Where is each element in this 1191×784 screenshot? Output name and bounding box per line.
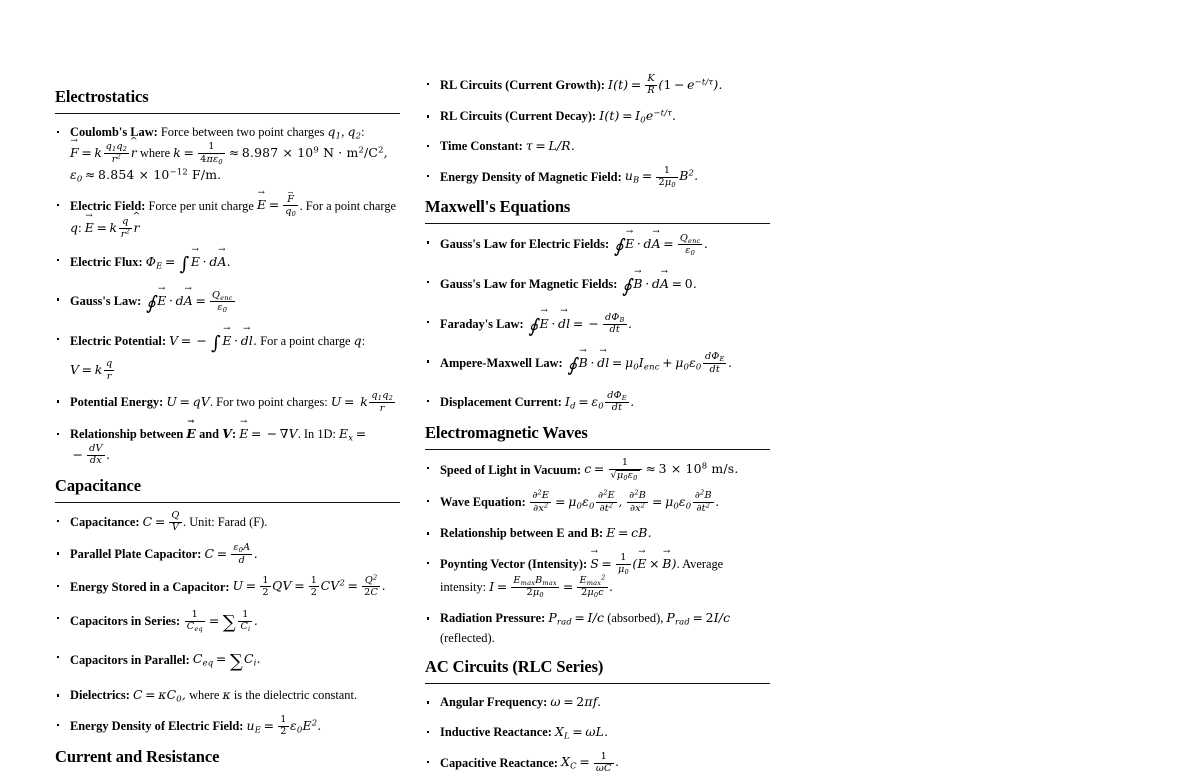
section-divider: [55, 113, 400, 114]
item-label: Time Constant:: [440, 138, 523, 153]
list-item: Time Constant: τ = L/R.: [425, 136, 770, 156]
list-item: Electric Potential: V = − ∫ E → · dl →. For a point charge q: V = k $\frac{q}{r}$: [55, 329, 400, 382]
list-item: Electric Field: Force per unit charge E → = $\frac{F \to}{q_0}$ . For a point charge q: E → = k $\frac{q}{r^2}$ r ^: [55, 195, 400, 241]
list-item: Energy Density of Electric Field: $u_E$ = $\frac{1}{2}$ $\varepsilon_0E^2$.: [55, 715, 400, 738]
item-label: Wave Equation:: [440, 494, 526, 509]
item-label: Electric Potential:: [70, 333, 166, 348]
section-heading-electrostatics: Electrostatics: [55, 87, 149, 106]
section-divider: [425, 223, 770, 224]
list-item: Ampere-Maxwell Law: ∮ B → · dl → = $\mu_0I_{enc} + \mu_0\varepsilon_0$ $d\Phi_E$ dt .: [425, 351, 770, 381]
item-label: Energy Density of Magnetic Field:: [440, 169, 622, 184]
list-item: Angular Frequency: ω = 2πf.: [425, 692, 770, 712]
item-label: Coulomb's Law:: [70, 124, 158, 139]
section-heading-capacitance: Capacitance: [55, 475, 141, 495]
right-column: [425, 74, 770, 784]
list-item: Gauss's Law: ∮ E → · dA → = $Q_{enc}$ $\varepsilon_0$: [55, 289, 400, 319]
list-item: Capacitive Reactance: $X_C$ = $\frac{1}{\omega C}$ .: [425, 752, 770, 775]
electrostatics-item-list: [55, 122, 400, 467]
item-label: Capacitors in Parallel:: [70, 652, 190, 667]
list-item: Poynting Vector (Intensity): S → = $\frac{1}{\mu_0}$ (E → × B →). Average intensity: I = $E_{max}B_{max}$ $2\mu_0$ = $E_{max}^2$ $2\mu_0c$ .: [425, 553, 770, 599]
list-item: Radiation Pressure: $P_{rad} = I/c$ (absorbed), $P_{rad} = 2I/c$ (reflected).: [425, 608, 770, 648]
section-heading-maxwells-equations: Maxwell's Equations: [425, 197, 571, 217]
list-item: Relationship between E → and V: E → = − ∇V. In 1D: $E_x$ = − $\frac{dV}{dx}$ .: [55, 424, 400, 467]
list-item: Parallel Plate Capacitor: C = $\frac{\varepsilon_0A}{d}$ .: [55, 543, 400, 566]
list-item: Relationship between E and B: E = cB.: [425, 523, 770, 543]
item-label: Energy Stored in a Capacitor:: [70, 579, 230, 594]
item-label: Potential Energy:: [70, 395, 164, 410]
item-label: Speed of Light in Vacuum:: [440, 462, 582, 477]
item-label: Displacement Current:: [440, 394, 562, 409]
item-label: Electric Flux:: [70, 254, 143, 269]
list-item: RL Circuits (Current Decay): $I(t) = I_0e^{-t/\tau}$.: [425, 106, 770, 126]
list-item: Displacement Current: $I_d = \varepsilon_0$ $d\Phi_E$ dt .: [425, 391, 770, 414]
electromagnetic-waves-item-list: [425, 458, 770, 649]
item-label: Capacitive Reactance:: [440, 755, 559, 770]
ac-circuits-item-list: [425, 692, 770, 774]
item-label: Gauss's Law for Electric Fields:: [440, 237, 610, 252]
left-column: [55, 88, 400, 771]
section-heading-electromagnetic-waves: Electromagnetic Waves: [425, 422, 588, 442]
item-label: Relationship between E → and V:: [70, 427, 236, 441]
item-label: Capacitance:: [70, 514, 140, 529]
item-label: Angular Frequency:: [440, 695, 548, 710]
item-label: Ampere-Maxwell Law:: [440, 356, 563, 371]
two-column-layout: [0, 73, 1191, 784]
list-item: Wave Equation: $\frac{\partial^2E}{\partial x^2}$ = $\mu_0\varepsilon_0$ $\frac{\partial^2E}{\partial t^2}$ , $\frac{\partial^2B}{\partial x^2}$ = $\mu_0\varepsilon_0$ $\frac{\partial^2B}{\partial t^2}$ .: [425, 491, 770, 514]
list-item: RL Circuits (Current Growth): I(t) = $\frac{\text{K}}{R}$ $(1 - e^{-t/\tau})$.: [425, 74, 770, 97]
item-label: Radiation Pressure:: [440, 611, 546, 626]
list-item: Energy Stored in a Capacitor: U = $\frac{1}{2}$ QV = $\frac{1}{2}$ $CV^2$ = $\frac{Q^2}{2C}$ .: [55, 576, 400, 599]
section-divider: [425, 683, 770, 684]
item-label: Electric Field:: [70, 198, 146, 213]
item-label: Inductive Reactance:: [440, 725, 552, 740]
list-item: Energy Density of Magnetic Field: $u_B$ = $\frac{1}{2\mu_0}$ $B^2$.: [425, 166, 770, 189]
list-item: Capacitance: C = $\frac{Q}{V}$ . Unit: Farad (F).: [55, 511, 400, 534]
list-item: Capacitors in Parallel: $C_{eq} = \sum C_i$.: [55, 647, 400, 676]
list-item: Gauss's Law for Electric Fields: ∮ E → · dA → = $Q_{enc}$ $\varepsilon_0$ .: [425, 232, 770, 262]
list-item: Dielectrics: $C = \kappa C_0$, where κ is the dielectric constant.: [55, 685, 400, 705]
capacitance-item-list: [55, 511, 400, 738]
item-label: Gauss's Law:: [70, 294, 142, 309]
item-label: Capacitors in Series:: [70, 613, 181, 628]
item-label: Parallel Plate Capacitor:: [70, 546, 202, 561]
item-label: Gauss's Law for Magnetic Fields:: [440, 276, 618, 291]
item-label: RL Circuits (Current Decay):: [440, 109, 597, 124]
section-heading-ac-circuits: AC Circuits (RLC Series): [425, 657, 604, 677]
inductance-continued-item-list: [425, 74, 770, 188]
section-heading-current-and-resistance: Current and Resistance: [55, 746, 220, 766]
list-item: Potential Energy: U = qV. For two point charges: U = k $\frac{q_1q_2}{r}$: [55, 391, 400, 414]
item-label: Energy Density of Electric Field:: [70, 718, 244, 733]
item-label: Faraday's Law:: [440, 316, 524, 331]
list-item: Capacitors in Series: 1 $C_{eq}$ = ∑ $\frac{1}{C_i}$ .: [55, 608, 400, 637]
section-divider: [425, 449, 770, 450]
item-label: Dielectrics:: [70, 688, 130, 703]
item-label: RL Circuits (Current Growth):: [440, 77, 605, 92]
list-item: Faraday's Law: ∮ E → · dl → = − $d\Phi_B$ dt .: [425, 312, 770, 342]
list-item: Coulomb's Law: Force between two point charges $q_1$, $q_2$: F → = k $\frac{q_1q_2}{r^2}$ r ^ where k = $\frac{1}{4\pi\varepsilon_0}$ ≈ $8.987 \times 10^9$ $N \cdot m^2/C^2$, $\varepsilon_0 \approx 8.854 \times 10^{-12}$ F/m.: [55, 122, 400, 185]
list-item: Inductive Reactance: $X_L = \omega L$.: [425, 722, 770, 742]
item-label: Relationship between E and B:: [440, 526, 604, 541]
item-label: Poynting Vector (Intensity):: [440, 556, 588, 571]
list-item: Gauss's Law for Magnetic Fields: ∮ B → · dA → = 0.: [425, 272, 770, 302]
maxwells-equations-item-list: [425, 232, 770, 413]
list-item: Speed of Light in Vacuum: c = $\frac{1}{√\mu_0\varepsilon_0}$ ≈ $3 \times 10^8$ m/s.: [425, 458, 770, 482]
list-item: Electric Flux: $\Phi_E$ = ∫ E → · dA →.: [55, 250, 400, 280]
section-divider: [55, 502, 400, 503]
